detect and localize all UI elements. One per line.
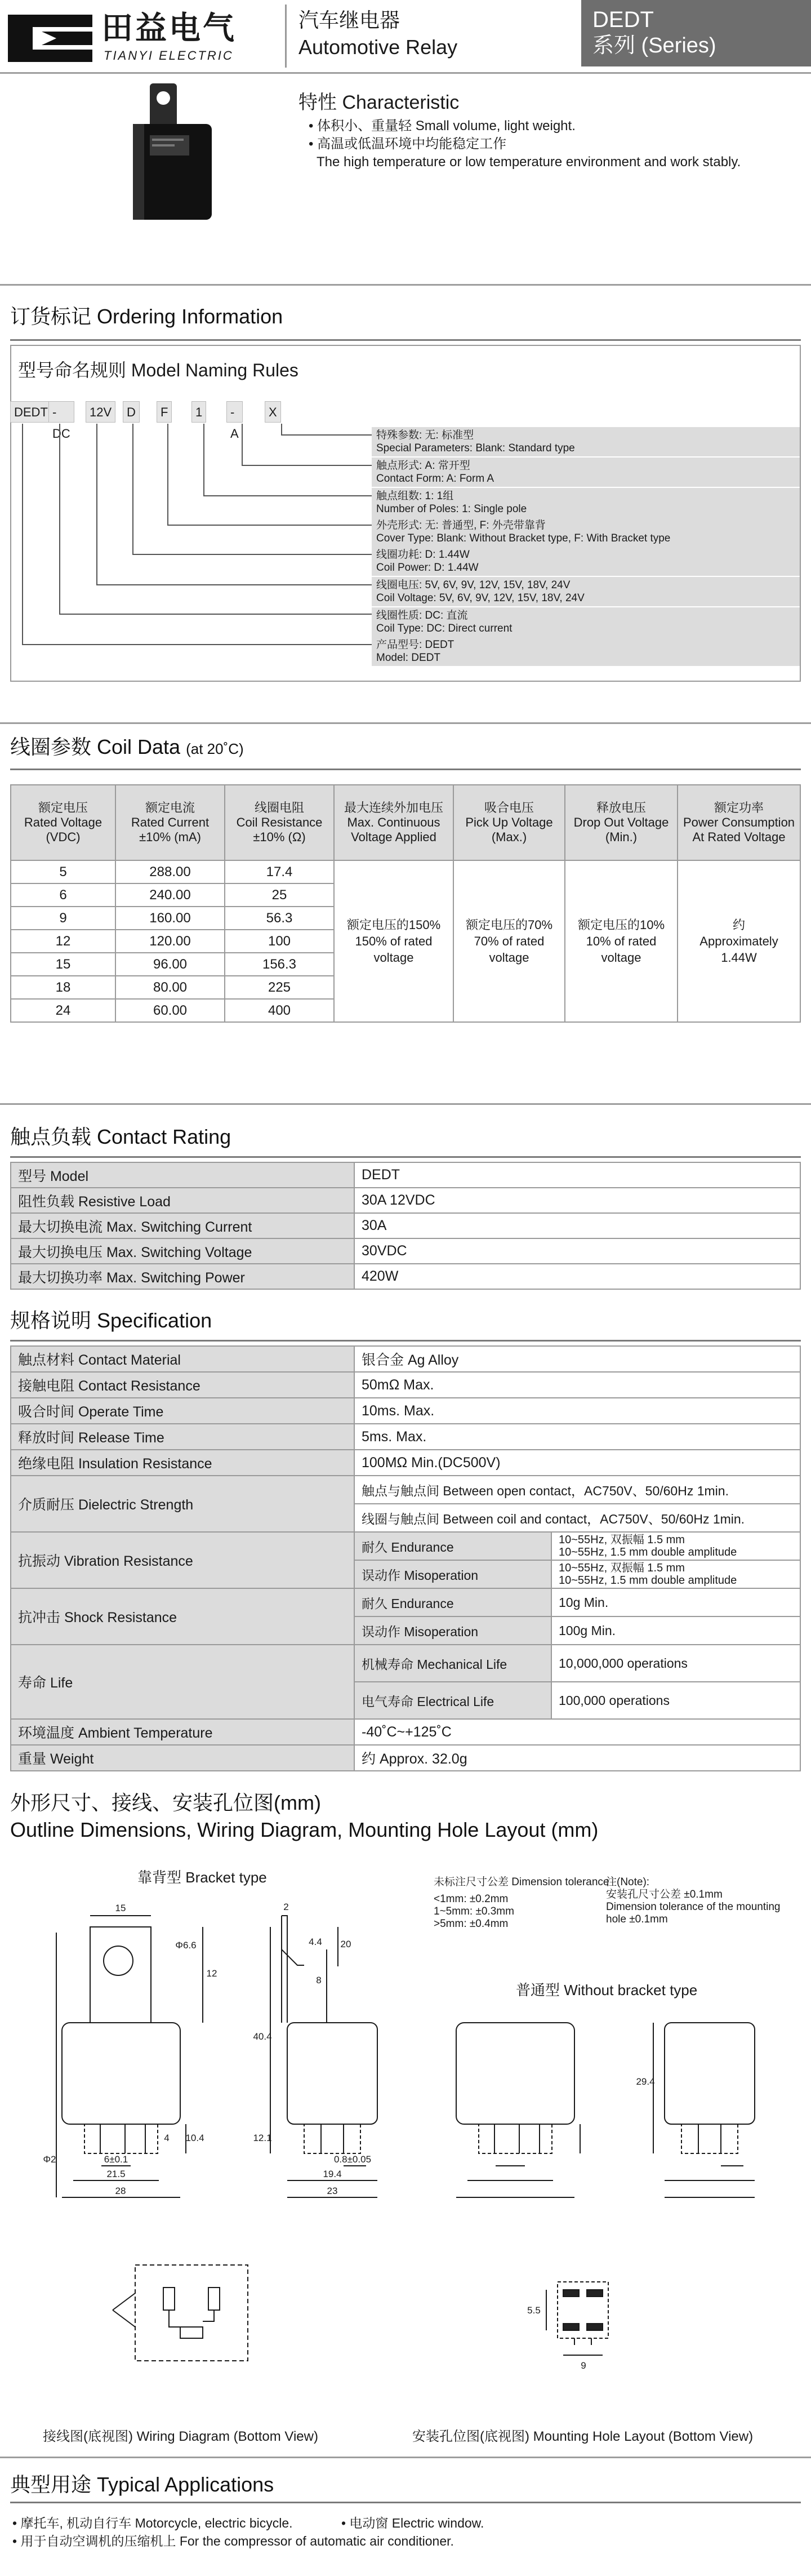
logo-en: TIANYI ELECTRIC xyxy=(104,48,234,63)
coil-title: 线圈参数 Coil Data (at 20˚C) xyxy=(10,735,244,758)
coil-cell: 225 xyxy=(225,976,334,999)
dim-label: 0.8±0.05 xyxy=(333,2154,372,2165)
table-row xyxy=(11,1372,800,1398)
coil-cell: 240.00 xyxy=(115,883,225,907)
series-box xyxy=(581,0,811,66)
logo-cn: 田益电气 xyxy=(101,10,237,46)
naming-title: 型号命名规则 Model Naming Rules xyxy=(18,360,298,380)
table-row xyxy=(11,1745,800,1771)
coil-bar xyxy=(10,769,801,770)
dim-label: 23 xyxy=(327,2186,338,2196)
outline-drawing xyxy=(0,1893,811,2209)
coil-cell: 56.3 xyxy=(225,907,334,930)
spec-value: 100g Min. xyxy=(551,1616,800,1645)
applications-bar xyxy=(10,2502,801,2503)
contact-rule xyxy=(0,1103,811,1105)
product-cn: 汽车继电器 xyxy=(298,8,400,32)
spec-subkey: 机械寿命 Mechanical Life xyxy=(354,1645,551,1682)
rule-coil-power: 线圈功耗: D: 1.44W Coil Power: D: 1.44W xyxy=(372,547,800,576)
coil-dropout: 额定电压的10% 10% of rated voltage xyxy=(565,860,678,1022)
dim-label: 15 xyxy=(115,1903,126,1913)
wiring-mounting-drawing xyxy=(0,2248,811,2389)
contact-key: 型号 Model xyxy=(11,1162,354,1188)
code-cover-type: F xyxy=(157,401,172,423)
coil-cell: 80.00 xyxy=(115,976,225,999)
code-poles: 1 xyxy=(191,401,206,423)
code-coil-voltage: 12V xyxy=(86,401,115,423)
spec-bar xyxy=(10,1340,801,1342)
coil-header-power: 额定功率 Power Consumption At Rated Voltage xyxy=(678,785,800,860)
outline-title-2: Outline Dimensions, Wiring Diagram, Mounting Hole Layout (mm) xyxy=(10,1818,599,1841)
spec-value: 10ms. Max. xyxy=(354,1398,800,1424)
dim-label: 8 xyxy=(316,1975,322,1986)
rule-special: 特殊参数: 无: 标准型 Special Parameters: Blank: Standard type xyxy=(372,427,800,456)
coil-cell: 9 xyxy=(11,907,115,930)
contact-bar xyxy=(10,1156,801,1158)
tolerance-title: 未标注尺寸公差 Dimension tolerance xyxy=(434,1876,609,1888)
table-row xyxy=(11,1532,800,1560)
tolerance-line: >5mm: ±0.4mm xyxy=(434,1918,509,1930)
header-divider xyxy=(285,5,287,68)
code-contact-form: -A xyxy=(226,401,243,423)
coil-cell: 60.00 xyxy=(115,999,225,1022)
contact-table xyxy=(10,1162,801,1290)
table-row xyxy=(11,1162,800,1188)
without-bracket-label: 普通型 Without bracket type xyxy=(516,1982,698,1998)
dim-label: 12 xyxy=(206,1968,217,1979)
spec-key: 抗振动 Vibration Resistance xyxy=(11,1532,354,1588)
coil-cell: 6 xyxy=(11,883,115,907)
rule-model: 产品型号: DEDT Model: DEDT xyxy=(372,637,800,666)
dim-label: 12.1 xyxy=(253,2133,272,2143)
coil-cell: 24 xyxy=(11,999,115,1022)
applications-title: 典型用途 Typical Applications xyxy=(10,2473,274,2496)
spec-key: 吸合时间 Operate Time xyxy=(11,1398,354,1424)
tianyi-logo-icon xyxy=(8,15,92,62)
coil-header-dropout: 释放电压 Drop Out Voltage (Min.) xyxy=(565,785,678,860)
spec-table xyxy=(10,1345,801,1771)
rule-poles: 触点组数: 1: 1组 Number of Poles: 1: Single pole xyxy=(372,488,800,517)
dim-label: Φ2 xyxy=(43,2154,56,2165)
applications-list xyxy=(12,2514,801,2550)
spec-value: 10~55Hz, 双振幅 1.5 mm 10~55Hz, 1.5 mm double amplitude xyxy=(551,1560,800,1588)
spec-key: 寿命 Life xyxy=(11,1645,354,1719)
dim-label: 10.4 xyxy=(185,2133,204,2143)
coil-pickup: 额定电压的70% 70% of rated voltage xyxy=(453,860,565,1022)
list-item: • 电动窗 Electric window. xyxy=(341,2516,484,2530)
spec-key: 介质耐压 Dielectric Strength xyxy=(11,1476,354,1532)
spec-key: 释放时间 Release Time xyxy=(11,1424,354,1450)
coil-table xyxy=(10,784,801,1023)
coil-cell: 18 xyxy=(11,976,115,999)
coil-title-note: (at 20˚C) xyxy=(186,740,244,757)
wiring-caption: 接线图(底视图) Wiring Diagram (Bottom View) xyxy=(43,2429,318,2444)
note-line: 安装孔尺寸公差 ±0.1mm xyxy=(606,1889,723,1900)
spec-subkey: 误动作 Misoperation xyxy=(354,1616,551,1645)
outline-title-1: 外形尺寸、接线、安装孔位图(mm) xyxy=(10,1791,321,1814)
table-row xyxy=(11,1238,800,1264)
list-item: • 摩托车, 机动自行车 Motorcycle, electric bicycle. xyxy=(12,2516,293,2530)
characteristic-list xyxy=(309,117,741,171)
spec-key: 接触电阻 Contact Resistance xyxy=(11,1372,354,1398)
tolerance-line: <1mm: ±0.2mm xyxy=(434,1893,509,1905)
note-line: 注(Note): xyxy=(606,1876,650,1888)
product-en: Automotive Relay xyxy=(298,35,458,59)
rule-coil-voltage: 线圈电压: 5V, 6V, 9V, 12V, 15V, 18V, 24V Coil Voltage: 5V, 6V, 9V, 12V, 15V, 18V, 24V xyxy=(372,577,800,606)
header xyxy=(0,0,811,73)
contact-value: 30A 12VDC xyxy=(354,1188,800,1213)
characteristic-item: • 体积小、重量轻 Small volume, light weight. xyxy=(309,118,576,134)
bracket-type-label: 靠背型 Bracket type xyxy=(137,1869,267,1886)
coil-cell: 17.4 xyxy=(225,860,334,883)
code-model: DEDT xyxy=(10,401,52,423)
note-line: Dimension tolerance of the mounting xyxy=(606,1901,781,1913)
coil-cell: 15 xyxy=(11,953,115,976)
spec-subkey: 耐久 Endurance xyxy=(354,1588,551,1616)
tolerance-line: 1~5mm: ±0.3mm xyxy=(434,1906,514,1917)
coil-cell: 5 xyxy=(11,860,115,883)
dim-label: 4.4 xyxy=(309,1937,322,1947)
coil-header-pickup: 吸合电压 Pick Up Voltage (Max.) xyxy=(453,785,565,860)
spec-subkey: 电气寿命 Electrical Life xyxy=(354,1682,551,1719)
contact-value: 30VDC xyxy=(354,1238,800,1264)
contact-value: 420W xyxy=(354,1264,800,1289)
contact-value: 30A xyxy=(354,1213,800,1238)
coil-cell: 156.3 xyxy=(225,953,334,976)
table-row xyxy=(11,1450,800,1476)
ordering-bar xyxy=(10,339,801,341)
coil-power: 约 Approximately 1.44W xyxy=(678,860,800,1022)
spec-value: 银合金 Ag Alloy xyxy=(354,1346,800,1372)
code-coil-power: D xyxy=(123,401,140,423)
spec-value: 5ms. Max. xyxy=(354,1424,800,1450)
contact-title: 触点负载 Contact Rating xyxy=(10,1125,231,1148)
dim-label: 5.5 xyxy=(527,2305,541,2316)
spec-value: 触点与触点间 Between open contact，AC750V、50/60Hz 1min. xyxy=(354,1476,800,1504)
coil-header-row xyxy=(11,785,800,860)
coil-header-rated-voltage: 额定电压 Rated Voltage (VDC) xyxy=(11,785,115,860)
coil-max-voltage: 额定电压的150% 150% of rated voltage xyxy=(334,860,453,1022)
spec-key: 触点材料 Contact Material xyxy=(11,1346,354,1372)
coil-header-resistance: 线圈电阻 Coil Resistance ±10% (Ω) xyxy=(225,785,334,860)
coil-cell: 12 xyxy=(11,930,115,953)
header-rule xyxy=(0,72,811,74)
series-label: 系列 (Series) xyxy=(592,34,716,57)
spec-value: 10,000,000 operations xyxy=(551,1645,800,1682)
spec-key: 环境温度 Ambient Temperature xyxy=(11,1719,354,1745)
spec-subkey: 误动作 Misoperation xyxy=(354,1560,551,1588)
dim-label: 40.4 xyxy=(253,2031,272,2042)
series-model: DEDT xyxy=(592,7,654,32)
rule-coil-type: 线圈性质: DC: 直流 Coil Type: DC: Direct current xyxy=(372,607,800,637)
table-row xyxy=(11,860,800,883)
characteristic-item: • 高温或低温环境中均能稳定工作 xyxy=(309,136,507,152)
ordering-rule xyxy=(0,284,811,286)
spec-value: 10g Min. xyxy=(551,1588,800,1616)
contact-value: DEDT xyxy=(354,1162,800,1188)
spec-value: 10~55Hz, 双振幅 1.5 mm 10~55Hz, 1.5 mm double amplitude xyxy=(551,1532,800,1560)
table-row xyxy=(11,1213,800,1238)
contact-key: 最大切换电流 Max. Switching Current xyxy=(11,1213,354,1238)
dim-label: 6±0.1 xyxy=(104,2154,128,2165)
dim-label: 21.5 xyxy=(106,2169,126,2179)
coil-cell: 288.00 xyxy=(115,860,225,883)
coil-cell: 120.00 xyxy=(115,930,225,953)
coil-cell: 25 xyxy=(225,883,334,907)
applications-rule xyxy=(0,2457,811,2458)
table-row xyxy=(11,1719,800,1745)
coil-header-max-voltage: 最大连续外加电压 Max. Continuous Voltage Applied xyxy=(334,785,453,860)
coil-cell: 100 xyxy=(225,930,334,953)
table-row xyxy=(11,1476,800,1504)
code-special: X xyxy=(265,401,281,423)
dim-label: 20 xyxy=(340,1939,351,1949)
table-row xyxy=(11,1588,800,1616)
characteristic-item: The high temperature or low temperature environment and work stably. xyxy=(317,154,741,170)
dim-label: 28 xyxy=(115,2186,126,2196)
dim-label: 29.4 xyxy=(636,2076,655,2087)
dim-label: Φ6.6 xyxy=(175,1940,197,1951)
coil-cell: 96.00 xyxy=(115,953,225,976)
spec-value: 100,000 operations xyxy=(551,1682,800,1719)
table-row xyxy=(11,1424,800,1450)
spec-title: 规格说明 Specification xyxy=(10,1309,212,1332)
spec-value: -40˚C~+125˚C xyxy=(354,1719,800,1745)
coil-cell: 400 xyxy=(225,999,334,1022)
contact-key: 最大切换电压 Max. Switching Voltage xyxy=(11,1238,354,1264)
table-row xyxy=(11,1188,800,1213)
dim-label: 2 xyxy=(283,1902,289,1912)
dim-label: 19.4 xyxy=(323,2169,342,2179)
relay-product-image xyxy=(110,79,223,225)
coil-rule xyxy=(0,722,811,724)
contact-key: 最大切换功率 Max. Switching Power xyxy=(11,1264,354,1289)
rule-cover-type: 外壳形式: 无: 普通型, F: 外壳带靠背 Cover Type: Blank: Without Bracket type, F: With Bracket type xyxy=(372,517,800,547)
coil-header-rated-current: 额定电流 Rated Current ±10% (mA) xyxy=(115,785,225,860)
spec-value: 50mΩ Max. xyxy=(354,1372,800,1398)
ordering-title: 订货标记 Ordering Information xyxy=(10,305,283,328)
note-line: hole ±0.1mm xyxy=(606,1913,668,1925)
rule-contact-form: 触点形式: A: 常开型 Contact Form: A: Form A xyxy=(372,458,800,487)
characteristic-title: 特性 Characteristic xyxy=(298,92,460,113)
naming-connectors xyxy=(0,424,394,677)
coil-cell: 160.00 xyxy=(115,907,225,930)
dim-label: 4 xyxy=(164,2133,170,2143)
code-coil-type: -DC xyxy=(48,401,74,423)
table-row xyxy=(11,1398,800,1424)
mounting-caption: 安装孔位图(底视图) Mounting Hole Layout (Bottom View) xyxy=(412,2429,754,2444)
table-row xyxy=(11,1264,800,1289)
list-item: • 用于自动空调机的压缩机上 For the compressor of automatic air conditioner. xyxy=(12,2534,454,2548)
dim-label: 9 xyxy=(581,2360,586,2371)
spec-value: 线圈与触点间 Between coil and contact，AC750V、50/60Hz 1min. xyxy=(354,1504,800,1532)
spec-value: 100MΩ Min.(DC500V) xyxy=(354,1450,800,1476)
spec-key: 绝缘电阻 Insulation Resistance xyxy=(11,1450,354,1476)
spec-key: 抗冲击 Shock Resistance xyxy=(11,1588,354,1645)
spec-key: 重量 Weight xyxy=(11,1745,354,1771)
table-row xyxy=(11,1346,800,1372)
spec-value: 约 Approx. 32.0g xyxy=(354,1745,800,1771)
contact-key: 阻性负载 Resistive Load xyxy=(11,1188,354,1213)
table-row xyxy=(11,1645,800,1682)
spec-subkey: 耐久 Endurance xyxy=(354,1532,551,1560)
